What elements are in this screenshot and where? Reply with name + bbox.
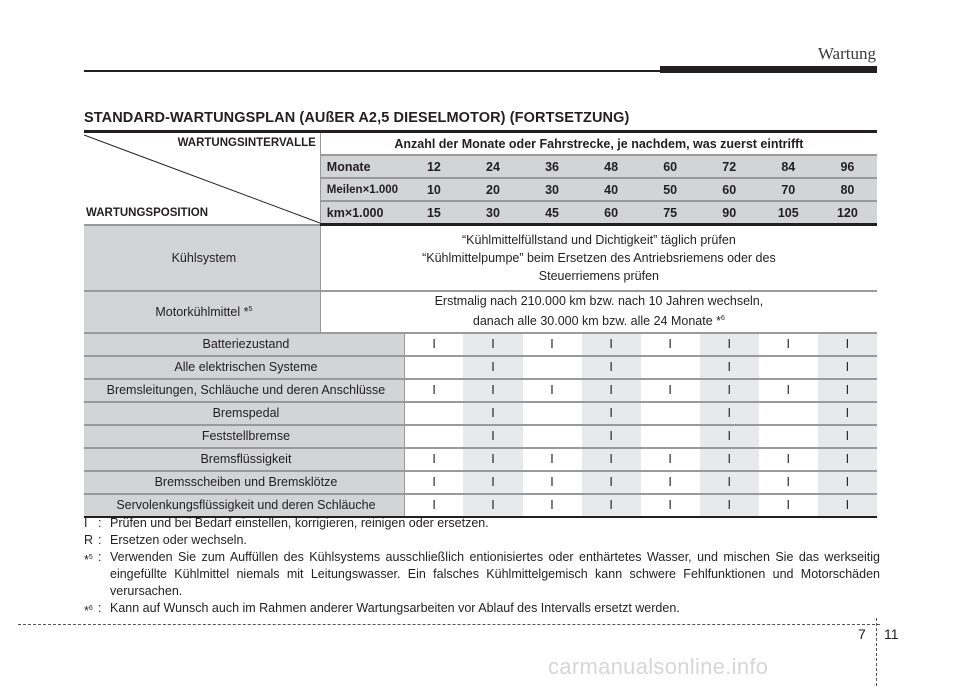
- interval-cell: [404, 402, 463, 425]
- interval-cell: I: [463, 379, 522, 402]
- row-label-miles: Meilen×1.000: [320, 178, 404, 201]
- interval-cell: I: [641, 333, 700, 356]
- footer-rule: [18, 624, 880, 626]
- interval-cell: [523, 356, 582, 379]
- months-value: 60: [641, 155, 700, 178]
- table-row: [84, 448, 877, 471]
- miles-value: 60: [700, 178, 759, 201]
- interval-cell: I: [463, 356, 522, 379]
- interval-cell: I: [700, 494, 759, 517]
- kuehlsystem-note: [320, 225, 877, 291]
- interval-cell: I: [759, 494, 818, 517]
- interval-cell: I: [404, 333, 463, 356]
- maintenance-table: [84, 130, 877, 518]
- legend-text: Verwenden Sie zum Auffüllen des Kühlsystems ausschließlich entionisiertes oder enthärtetes Wasser, und mischen Sie das werkseitig eingefüllte Kühlmittel niemals mit Leitungswasser. Ein falsches Kühlmittelgemisch kann schwere Fehlfunktionen und Motorschäden verursachen.: [110, 550, 880, 598]
- table-row-kuehlsystem: [84, 225, 877, 291]
- interval-cell: I: [641, 471, 700, 494]
- corner-cell: [84, 132, 320, 225]
- months-value: 12: [404, 155, 463, 178]
- kuehlsystem-note-line3: Steuerriemens prüfen: [538, 268, 659, 283]
- interval-cell: I: [700, 471, 759, 494]
- miles-value: 70: [759, 178, 818, 201]
- interval-cell: I: [582, 494, 641, 517]
- interval-cell: I: [759, 471, 818, 494]
- item-name: Bremsleitungen, Schläuche und deren Anschlüsse: [84, 379, 404, 402]
- kuehlsystem-note-line2: “Kühlmittelpumpe” beim Ersetzen des Antriebsriemens oder des: [422, 250, 776, 265]
- interval-cell: I: [759, 379, 818, 402]
- legend-key: R: [84, 533, 94, 547]
- span-header: Anzahl der Monate oder Fahrstrecke, je nachdem, was zuerst eintrifft: [320, 132, 877, 156]
- interval-cell: I: [523, 333, 582, 356]
- interval-cell: I: [700, 402, 759, 425]
- interval-cell: I: [700, 425, 759, 448]
- interval-cell: I: [818, 471, 877, 494]
- interval-cell: I: [404, 494, 463, 517]
- interval-cell: I: [463, 494, 522, 517]
- page-number: 11: [884, 626, 899, 642]
- interval-cell: I: [759, 448, 818, 471]
- months-value: 72: [700, 155, 759, 178]
- interval-cell: I: [582, 402, 641, 425]
- interval-cell: [404, 425, 463, 448]
- table-row: [84, 425, 877, 448]
- legend: [84, 515, 880, 620]
- interval-cell: [759, 402, 818, 425]
- item-kuehlsystem: Kühlsystem: [84, 225, 320, 291]
- interval-cell: [523, 402, 582, 425]
- interval-cell: [759, 356, 818, 379]
- table-row: [84, 356, 877, 379]
- interval-cell: I: [641, 448, 700, 471]
- interval-cell: I: [818, 333, 877, 356]
- km-value: 120: [818, 201, 877, 225]
- months-value: 48: [582, 155, 641, 178]
- item-name: Bremspedal: [84, 402, 404, 425]
- footer-divider: [876, 618, 877, 686]
- legend-colon: :: [98, 601, 102, 615]
- interval-cell: I: [582, 333, 641, 356]
- interval-cell: I: [700, 333, 759, 356]
- legend-text: Prüfen und bei Bedarf einstellen, korrigieren, reinigen oder ersetzen.: [110, 516, 489, 530]
- legend-item: [84, 515, 880, 532]
- legend-text: Kann auf Wunsch auch im Rahmen anderer Wartungsarbeiten vor Ablauf des Intervalls ersetzt werden.: [110, 601, 680, 615]
- table-row-motorkuehlmittel: [84, 291, 877, 333]
- km-value: 60: [582, 201, 641, 225]
- months-value: 84: [759, 155, 818, 178]
- legend-item: [84, 549, 880, 600]
- interval-cell: I: [818, 448, 877, 471]
- motorkuehlmittel-note: [320, 291, 877, 333]
- item-name: Bremsscheiben und Bremsklötze: [84, 471, 404, 494]
- legend-item: [84, 600, 880, 620]
- corner-position-label: WARTUNGSPOSITION: [86, 206, 209, 219]
- header-rule: [84, 70, 660, 72]
- interval-cell: I: [404, 471, 463, 494]
- interval-cell: [759, 425, 818, 448]
- interval-cell: I: [700, 356, 759, 379]
- months-value: 96: [818, 155, 877, 178]
- motorkuehlmittel-note-line1: Erstmalig nach 210.000 km bzw. nach 10 Jahren wechseln,: [434, 294, 764, 309]
- legend-colon: :: [98, 533, 102, 547]
- interval-cell: [641, 356, 700, 379]
- interval-cell: I: [404, 448, 463, 471]
- miles-value: 20: [463, 178, 522, 201]
- table-row: [84, 333, 877, 356]
- km-value: 45: [523, 201, 582, 225]
- motorkuehlmittel-note-line2-text: danach alle 30.000 km bzw. alle 24 Monate *: [472, 314, 721, 329]
- miles-value: 10: [404, 178, 463, 201]
- months-value: 36: [523, 155, 582, 178]
- km-value: 15: [404, 201, 463, 225]
- legend-item: [84, 532, 880, 549]
- item-name: Servolenkungsflüssigkeit und deren Schläuche: [84, 494, 404, 517]
- months-value: 24: [463, 155, 522, 178]
- interval-cell: [641, 402, 700, 425]
- miles-value: 80: [818, 178, 877, 201]
- table-row: [84, 402, 877, 425]
- legend-key: I: [84, 516, 88, 530]
- km-value: 30: [463, 201, 522, 225]
- interval-cell: I: [523, 494, 582, 517]
- interval-cell: I: [759, 333, 818, 356]
- section-title: STANDARD-WARTUNGSPLAN (AUßER A2,5 DIESELMOTOR) (FORTSETZUNG): [84, 110, 630, 126]
- row-label-km: km×1.000: [320, 201, 404, 225]
- interval-cell: I: [582, 425, 641, 448]
- interval-cell: I: [700, 379, 759, 402]
- row-label-months: Monate: [320, 155, 404, 178]
- interval-cell: I: [818, 356, 877, 379]
- legend-text: Ersetzen oder wechseln.: [110, 533, 247, 547]
- legend-colon: :: [98, 516, 102, 530]
- interval-cell: I: [818, 379, 877, 402]
- motorkuehlmittel-note-line2: [321, 310, 877, 330]
- table-row: [84, 379, 877, 402]
- legend-colon: :: [98, 550, 102, 564]
- item-name: Feststellbremse: [84, 425, 404, 448]
- table-row: [84, 471, 877, 494]
- miles-value: 50: [641, 178, 700, 201]
- chapter-number: 7: [858, 626, 866, 642]
- header-rule-accent: [660, 66, 877, 73]
- km-value: 105: [759, 201, 818, 225]
- km-value: 90: [700, 201, 759, 225]
- interval-cell: I: [818, 402, 877, 425]
- interval-cell: I: [641, 494, 700, 517]
- corner-interval-label: WARTUNGSINTERVALLE: [177, 137, 316, 149]
- item-motorkuehlmittel: [84, 291, 320, 333]
- item-name: Batteriezustand: [84, 333, 404, 356]
- item-name: Bremsflüssigkeit: [84, 448, 404, 471]
- legend-key: *$^5$: [84, 553, 93, 568]
- interval-cell: I: [700, 448, 759, 471]
- interval-cell: I: [463, 448, 522, 471]
- interval-cell: I: [818, 494, 877, 517]
- interval-cell: I: [582, 471, 641, 494]
- interval-cell: I: [641, 379, 700, 402]
- interval-cell: I: [463, 471, 522, 494]
- interval-cell: I: [582, 356, 641, 379]
- kuehlsystem-note-line1: “Kühlmittelfüllstand und Dichtigkeit” täglich prüfen: [462, 232, 736, 247]
- interval-cell: I: [582, 448, 641, 471]
- interval-cell: I: [463, 333, 522, 356]
- interval-cell: [404, 356, 463, 379]
- km-value: 75: [641, 201, 700, 225]
- miles-value: 40: [582, 178, 641, 201]
- interval-cell: I: [582, 379, 641, 402]
- legend-key: *$^6$: [84, 604, 93, 619]
- interval-cell: I: [523, 448, 582, 471]
- table-row: [84, 494, 877, 517]
- header-title: Wartung: [817, 44, 876, 63]
- watermark: carmanualsonline.info: [548, 654, 769, 679]
- interval-cell: I: [523, 379, 582, 402]
- interval-cell: I: [463, 402, 522, 425]
- miles-value: 30: [523, 178, 582, 201]
- item-motorkuehlmittel-label: Motorkühlmittel *: [155, 304, 249, 319]
- footnote-ref: 5: [248, 305, 253, 313]
- item-name: Alle elektrischen Systeme: [84, 356, 404, 379]
- interval-cell: I: [404, 379, 463, 402]
- interval-cell: I: [463, 425, 522, 448]
- footnote-ref: 6: [720, 315, 725, 323]
- interval-cell: I: [818, 425, 877, 448]
- interval-cell: [523, 425, 582, 448]
- interval-cell: [641, 425, 700, 448]
- interval-cell: I: [523, 471, 582, 494]
- item-rows: [84, 333, 877, 517]
